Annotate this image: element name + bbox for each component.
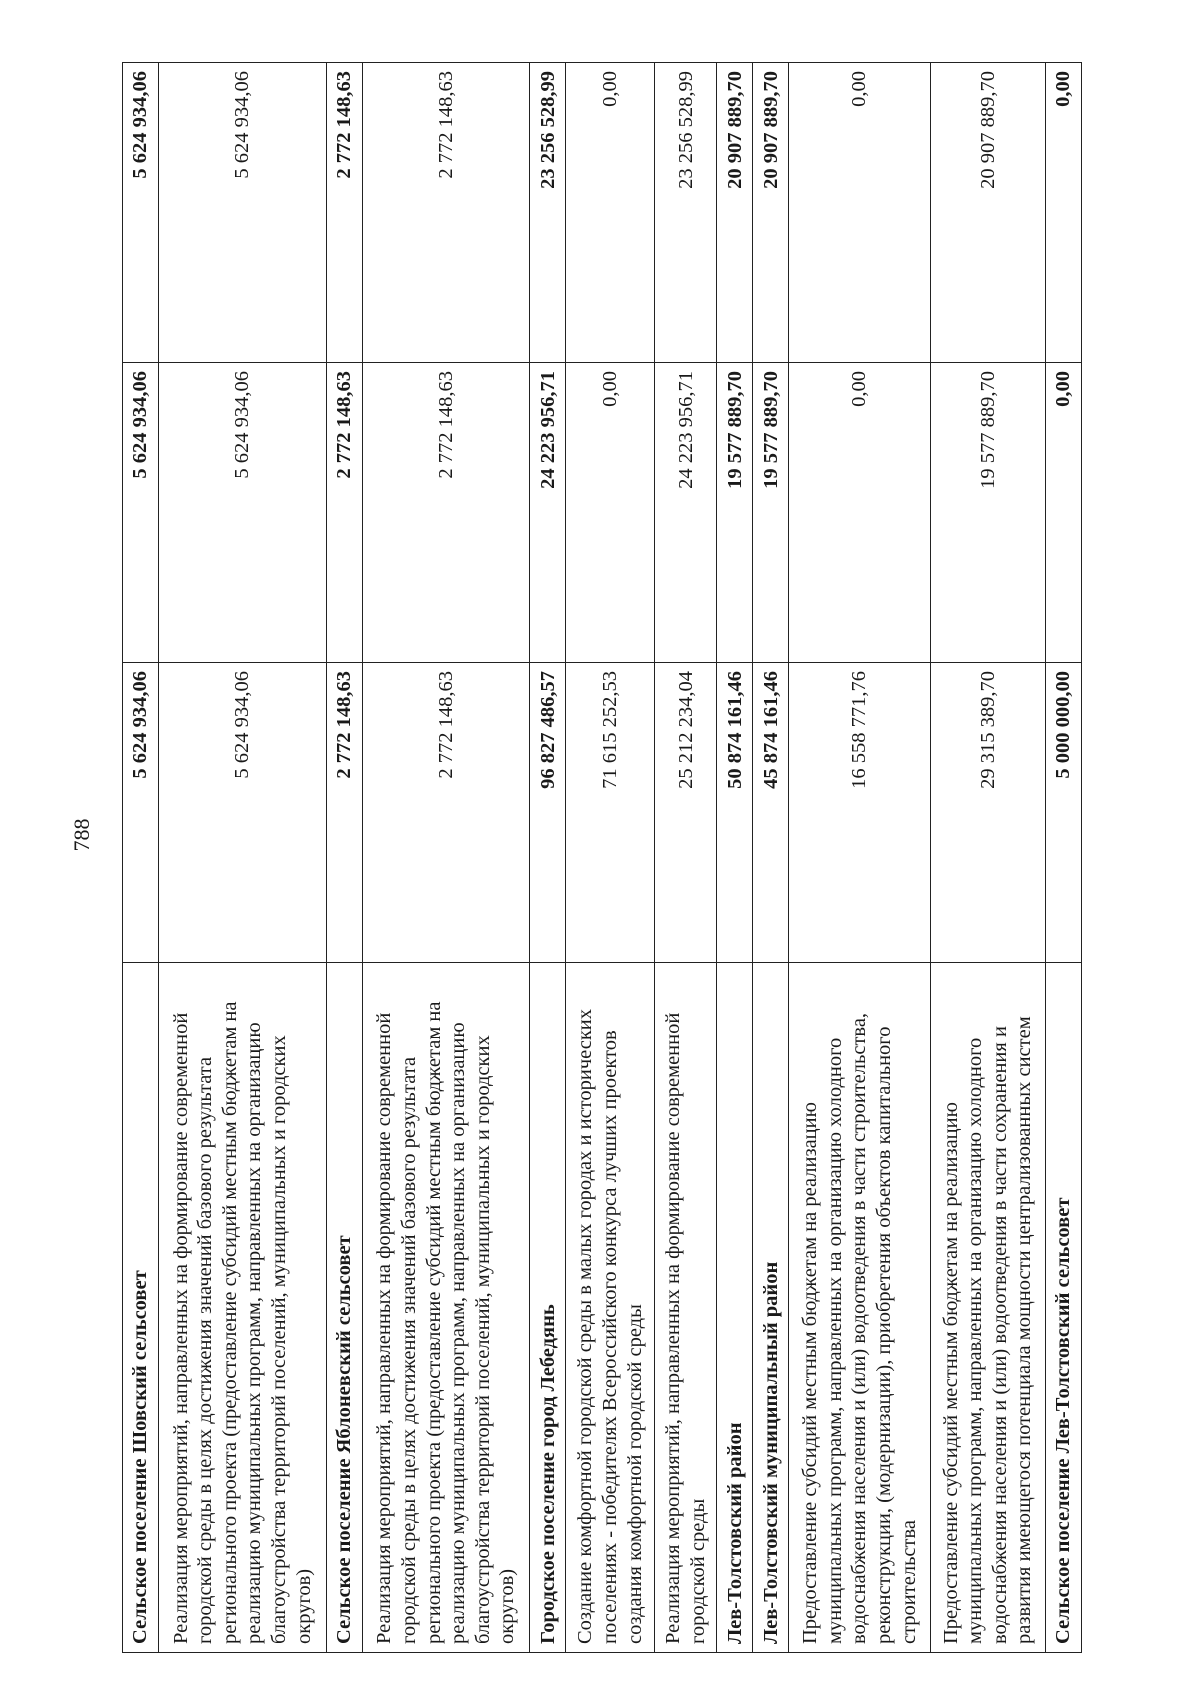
value-cell-1: 2 772 148,63 xyxy=(362,663,530,963)
value-cell-2: 5 624 934,06 xyxy=(123,363,159,663)
value-cell-2: 19 577 889,70 xyxy=(753,363,789,663)
value-cell-2: 0,00 xyxy=(566,363,655,663)
value-cell-2: 19 577 889,70 xyxy=(717,363,753,663)
table-row xyxy=(566,63,655,1653)
budget-table xyxy=(122,62,1082,1653)
value-cell-1: 71 615 252,53 xyxy=(566,663,655,963)
row-name-cell: Реализация мероприятий, направленных на формирование современной городской среды в целях достижения значений базового результата регионального проекта (предоставление субсидий местным бюджетам на реализацию муниципальных программ, направленных на организацию благоустройства территорий поселений, муниципальных и городских округов) xyxy=(362,963,530,1653)
value-cell-3: 20 907 889,70 xyxy=(930,63,1045,363)
table-row xyxy=(158,63,326,1653)
value-cell-1: 29 315 389,70 xyxy=(930,663,1045,963)
table-row xyxy=(789,63,930,1653)
value-cell-3: 20 907 889,70 xyxy=(753,63,789,363)
value-cell-2: 24 223 956,71 xyxy=(655,363,717,663)
value-cell-1: 25 212 234,04 xyxy=(655,663,717,963)
value-cell-3: 2 772 148,63 xyxy=(326,63,362,363)
value-cell-1: 16 558 771,76 xyxy=(789,663,930,963)
table-row xyxy=(326,63,362,1653)
table-row xyxy=(362,63,530,1653)
value-cell-2: 5 624 934,06 xyxy=(158,363,326,663)
value-cell-2: 19 577 889,70 xyxy=(930,363,1045,663)
row-name-cell: Предоставление субсидий местным бюджетам на реализацию муниципальных программ, направленных на организацию холодного водоснабжения населения и (или) водоотведения в части сохранения и развития имеющегося потенциала мощности централизованных систем xyxy=(930,963,1045,1653)
value-cell-1: 2 772 148,63 xyxy=(326,663,362,963)
row-name-cell: Сельское поселение Яблоневский сельсовет xyxy=(326,963,362,1653)
value-cell-1: 5 000 000,00 xyxy=(1045,663,1081,963)
table-row xyxy=(717,63,753,1653)
value-cell-3: 23 256 528,99 xyxy=(530,63,566,363)
value-cell-1: 5 624 934,06 xyxy=(158,663,326,963)
row-name-cell: Сельское поселение Лев-Толстовский сельсовет xyxy=(1045,963,1081,1653)
table-row xyxy=(753,63,789,1653)
page-number: 788 xyxy=(69,818,94,852)
value-cell-3: 2 772 148,63 xyxy=(362,63,530,363)
value-cell-1: 5 624 934,06 xyxy=(123,663,159,963)
table-row xyxy=(530,63,566,1653)
value-cell-3: 0,00 xyxy=(566,63,655,363)
row-name-cell: Сельское поселение Шовский сельсовет xyxy=(123,963,159,1653)
row-name-cell: Реализация мероприятий, направленных на формирование современной городской среды xyxy=(655,963,717,1653)
value-cell-3: 5 624 934,06 xyxy=(158,63,326,363)
value-cell-1: 50 874 161,46 xyxy=(717,663,753,963)
value-cell-2: 2 772 148,63 xyxy=(326,363,362,663)
table-row xyxy=(1045,63,1081,1653)
value-cell-2: 0,00 xyxy=(1045,363,1081,663)
table-row xyxy=(655,63,717,1653)
budget-table-body xyxy=(123,63,1082,1653)
row-name-cell: Реализация мероприятий, направленных на формирование современной городской среды в целях достижения значений базового результата регионального проекта (предоставление субсидий местным бюджетам на реализацию муниципальных программ, направленных на организацию благоустройства территорий поселений, муниципальных и городских округов) xyxy=(158,963,326,1653)
value-cell-3: 0,00 xyxy=(789,63,930,363)
value-cell-3: 20 907 889,70 xyxy=(717,63,753,363)
table-row xyxy=(930,63,1045,1653)
table-row xyxy=(123,63,159,1653)
value-cell-2: 0,00 xyxy=(789,363,930,663)
row-name-cell: Лев-Толстовский район xyxy=(717,963,753,1653)
row-name-cell: Лев-Толстовский муниципальный район xyxy=(753,963,789,1653)
value-cell-1: 45 874 161,46 xyxy=(753,663,789,963)
value-cell-3: 23 256 528,99 xyxy=(655,63,717,363)
row-name-cell: Создание комфортной городской среды в малых городах и исторических поселениях - победителях Всероссийского конкурса лучших проектов создания комфортной городской среды xyxy=(566,963,655,1653)
row-name-cell: Городское поселение город Лебедянь xyxy=(530,963,566,1653)
value-cell-2: 2 772 148,63 xyxy=(362,363,530,663)
rotated-table-container xyxy=(122,63,1082,1653)
value-cell-3: 0,00 xyxy=(1045,63,1081,363)
value-cell-2: 24 223 956,71 xyxy=(530,363,566,663)
value-cell-3: 5 624 934,06 xyxy=(123,63,159,363)
row-name-cell: Предоставление субсидий местным бюджетам на реализацию муниципальных программ, направленных на организацию холодного водоснабжения населения и (или) водоотведения в части строительства, реконструкции, (модернизации), приобретения объектов капитального строительства xyxy=(789,963,930,1653)
value-cell-1: 96 827 486,57 xyxy=(530,663,566,963)
